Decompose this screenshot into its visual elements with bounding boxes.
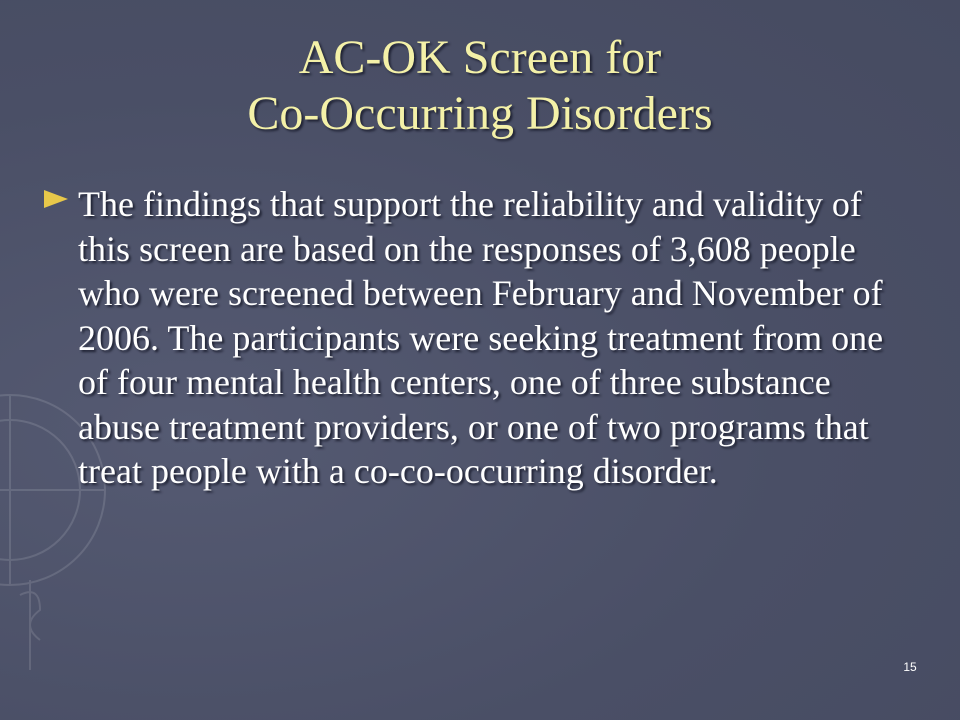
page-number: 15 <box>903 660 917 674</box>
slide-title-line-2: Co-Occurring Disorders <box>247 87 713 140</box>
bullet-text: The findings that support the reliability and validity of this screen are based on the responses of 3,608 people who were screened between February and November of 2006. The participants were seeking treatment from one of four mental health centers, one of three substance abuse treatment providers, or one of two programs that treat people with a co-co-occurring disorder. <box>78 184 884 491</box>
triangle-bullet-icon <box>42 184 72 214</box>
slide-title <box>60 30 900 142</box>
slide-title-line-1: AC-OK Screen for <box>298 31 662 84</box>
